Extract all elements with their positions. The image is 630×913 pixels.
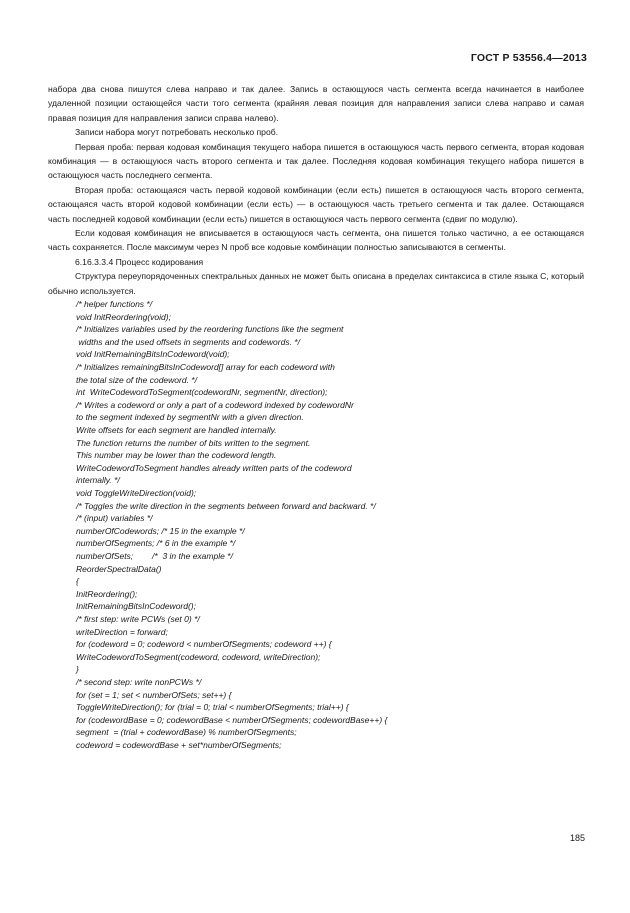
paragraph: 6.16.3.3.4 Процесс кодирования — [75, 256, 204, 267]
code-line: } — [76, 664, 79, 675]
code-line: /* second step: write nonPCWs */ — [76, 676, 202, 687]
code-line: void ToggleWriteDirection(void); — [76, 488, 197, 498]
code-line: ToggleWriteDirection(); for (trial = 0; trial < numberOfSegments; trial++) { — [76, 702, 349, 713]
code-line: internally. */ — [76, 475, 120, 486]
code-line: WriteCodewordToSegment(codeword, codeword, writeDirection); — [76, 651, 321, 662]
code-line: /* Writes a codeword or only a part of a codeword indexed by codewordNr — [76, 399, 354, 410]
code-line: segment = (trial + codewordBase) % numberOfSegments; — [76, 727, 297, 738]
code-line: numberOfSets; /* 3 in the example */ — [76, 550, 233, 561]
code-line: Write offsets for each segment are handled internally. — [76, 425, 277, 436]
paragraph: набора два снова пишутся слева направо и так далее. Запись в остающуюся часть сегмента всегда начинается в наиболее удаленной позиции остающейся части того сегмента (крайняя левая позиция для направления записи слева направо и самая правая позиция для направления записи справа налево). — [48, 84, 584, 123]
code-line: codeword = codewordBase + set*numberOfSegments; — [76, 739, 282, 750]
paragraph: Если кодовая комбинация не вписывается в остающуюся часть сегмента, она пишется только частично, а ее остающаяся часть сохраняется. После максимум через N проб все кодовые комбинации полностью записываются в сегменты. — [48, 228, 584, 253]
paragraph: Вторая проба: остающаяся часть первой кодовой комбинации (если есть) пишется в остающуюся часть второго сегмента, остающаяся часть второй кодовой комбинации (если есть) — в остающуюся часть третьего сегмента и так далее. Остающаяся часть последней кодовой комбинации (если есть) пишется в остающуюся часть первого сегмента (сдвиг по модулю). — [48, 184, 584, 224]
code-line: /* Initializes remainingBitsInCodeword[] array for each codeword with — [76, 362, 335, 373]
code-line: This number may be lower than the codeword length. — [76, 450, 277, 461]
code-line: writeDirection = forward; — [76, 626, 168, 637]
code-line: InitReordering(); — [76, 588, 138, 599]
code-line: ReorderSpectralData() — [76, 563, 162, 574]
code-line: numberOfCodewords; /* 15 in the example */ — [76, 525, 245, 536]
code-line: to the segment indexed by segmentNr with a given direction. — [76, 412, 304, 423]
code-line: The function returns the number of bits written to the segment. — [76, 437, 311, 448]
code-line: WriteCodewordToSegment handles already written parts of the codeword — [76, 462, 352, 473]
code-line: void InitReordering(void); — [76, 311, 171, 322]
code-line: /* (input) variables */ — [76, 513, 153, 524]
code-line: /* Toggles the write direction in the segments between forward and backward. */ — [76, 500, 376, 511]
code-line: numberOfSegments; /* 6 in the example */ — [76, 538, 236, 549]
page-body — [48, 82, 584, 751]
code-line: for (codeword = 0; codeword < numberOfSegments; codeword ++) { — [76, 639, 332, 650]
code-line: void InitRemainingBitsInCodeword(void); — [76, 349, 230, 360]
code-line: the total size of the codeword. */ — [76, 374, 197, 385]
code-line: for (codewordBase = 0; codewordBase < numberOfSegments; codewordBase++) { — [76, 714, 388, 725]
paragraph: Первая проба: первая кодовая комбинация текущего набора пишется в остающуюся часть первого сегмента, вторая кодовая комбинация — в остающуюся часть второго сегмента и так далее. Последняя кодовая комбинация текущего набора пишется в остающуюся часть последнего сегмента. — [48, 141, 584, 181]
code-line: /* Initializes variables used by the reordering functions like the segment — [76, 324, 344, 335]
code-line: InitRemainingBitsInCodeword(); — [76, 601, 196, 612]
code-line: /* helper functions */ — [76, 299, 153, 310]
paragraph: Структура переупорядоченных спектральных данных не может быть описана в пределах синтаксиса в стиле языка С, который обычно используется. — [48, 271, 584, 296]
code-line: { — [76, 576, 79, 587]
code-line: /* first step: write PCWs (set 0) */ — [76, 613, 200, 624]
standard-header: ГОСТ Р 53556.4—2013 — [470, 52, 587, 64]
code-line: widths and the used offsets in segments and codewords. */ — [76, 336, 300, 347]
code-listing — [48, 298, 584, 751]
paragraph-list — [48, 82, 584, 298]
page-number: 185 — [569, 833, 585, 843]
code-line: for (set = 1; set < numberOfSets; set++) { — [76, 689, 232, 700]
code-line: int WriteCodewordToSegment(codewordNr, segmentNr, direction); — [76, 387, 328, 398]
paragraph: Записи набора могут потребовать несколько проб. — [75, 127, 279, 138]
